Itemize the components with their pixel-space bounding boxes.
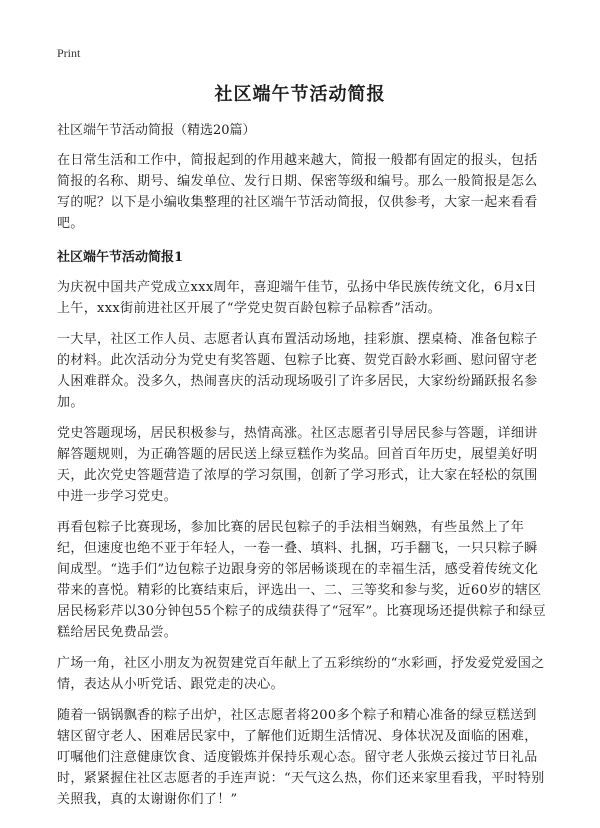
page-title: 社区端午节活动简报 <box>214 84 386 105</box>
section-heading: 社区端午节活动简报1 <box>57 250 184 265</box>
intro-paragraph: 在日常生活和工作中，简报起到的作用越来越大，简报一般都有固定的报头，包括简报的名称、期号、编发单位、发行日期、保密等级和编号。那么一般简报是怎么写的呢？以下是小编收集整理的社区端午节活动简报，仅供参考，大家一起来看看吧。 <box>57 153 538 231</box>
print-label[interactable]: Print <box>57 46 81 60</box>
paragraph-3: 党史答题现场，居民积极参与，热情高涨。社区志愿者引导居民参与答题，详细讲解答题规则，为正确答题的居民送上绿豆糕作为奖品。回首百年历史，展望美好明天，此次党史答题营造了浓厚的学习氛围，创新了学习形式，让大家在轻松的氛围中进一步学习党史。 <box>57 426 538 504</box>
paragraph-1: 为庆祝中国共产党成立xxx周年，喜迎端午佳节，弘扬中华民族传统文化，6月x日上午，xxx街前进社区开展了“学党史贺百龄包粽子品粽香”活动。 <box>57 280 537 316</box>
paragraph-4: 再看包粽子比赛现场，参加比赛的居民包粽子的手法相当娴熟，有些虽然上了年纪，但速度也绝不亚于年轻人，一卷一叠、填料、扎捆，巧手翻飞，一只只粽子瞬间成型。“选手们”边包粽子边跟身旁的邻居畅谈现在的幸福生活，感受着传统文化带来的喜悦。精彩的比赛结束后，评选出一、二、三等奖和参与奖，近60岁的辖区居民杨彩芹以30分钟包55个粽子的成绩获得了“冠军”。比赛现场还提供粽子和绿豆糕给居民免费品尝。 <box>57 520 547 640</box>
article-subtitle: 社区端午节活动简报（精选20篇） <box>57 123 256 138</box>
article-body <box>57 121 547 820</box>
paragraph-2: 一大早，社区工作人员、志愿者认真布置活动场地，挂彩旗、摆桌椅、准备包粽子的材料。此次活动分为党史有奖答题、包粽子比赛、贺党百龄水彩画、慰问留守老人困难群众。没多久，热闹喜庆的活动现场吸引了许多居民，大家纷纷踊跃报名参加。 <box>57 332 538 410</box>
paragraph-6: 随着一锅锅飘香的粽子出炉，社区志愿者将200多个粽子和精心准备的绿豆糕送到辖区留守老人、困难居民家中，了解他们近期生活情况、身体状况及面临的困难，叮嘱他们注意健康饮食、适度锻炼并保持乐观心态。留守老人张焕云接过节日礼品时，紧紧握住社区志愿者的手连声说：“天气这么热，你们还来家里看我，平时特别关照我，真的太谢谢你们了！” <box>57 708 545 807</box>
paragraph-5: 广场一角，社区小朋友为祝贺建党百年献上了五彩缤纷的“水彩画，抒发爱党爱国之情，表达从小听党话、跟党走的决心。 <box>57 656 545 692</box>
